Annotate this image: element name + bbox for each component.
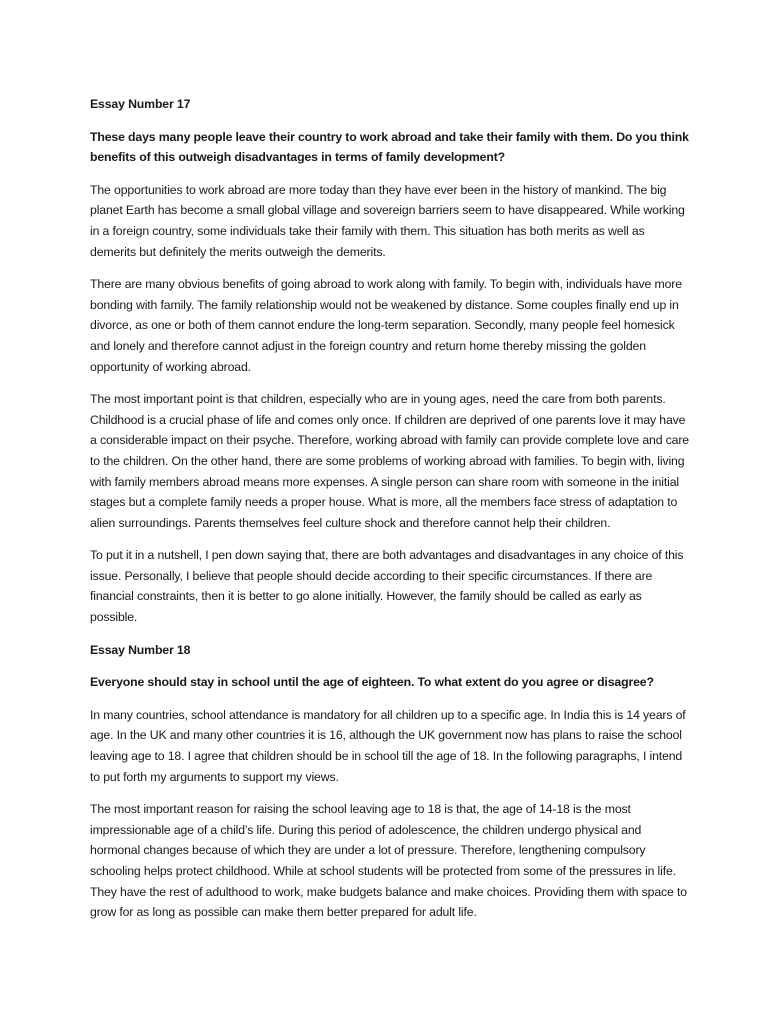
essay-heading: Essay Number 17 <box>90 97 191 111</box>
essay-prompt: Everyone should stay in school until the age of eighteen. To what extent do you agree or disagree? <box>90 675 654 690</box>
essay-paragraph: The most important reason for raising the school leaving age to 18 is that, the age of 14-18 is the most impressionable age of a child’s life. During this period of adolescence, the children undergo physical and hormonal changes because of which they are under a lot of pressure. Therefore, lengthening compulsory schooling helps protect childhood. While at school students will be protected from some of the pressures in life. They have the rest of adulthood to work, make budgets balance and make choices. Providing them with space to grow for as long as possible can make them better prepared for adult life. <box>90 802 687 920</box>
essay-paragraph: In many countries, school attendance is mandatory for all children up to a specific age. In India this is 14 years of age. In the UK and many other countries it is 16, although the UK government now has plans to raise the school leaving age to 18. I agree that children should be in school till the age of 18. In the following paragraphs, I intend to put forth my arguments to support my views. <box>90 707 686 784</box>
document-page <box>90 94 690 935</box>
essay-18 <box>90 640 690 923</box>
essay-paragraph: There are many obvious benefits of going abroad to work along with family. To begin with, individuals have more bonding with family. The family relationship would not be weakened by distance. Some couples finally end up in divorce, as one or both of them cannot endure the long-term separation. Secondly, many people feel homesick and lonely and therefore cannot adjust in the foreign country and return home thereby missing the golden opportunity of working abroad. <box>90 277 682 374</box>
essay-heading: Essay Number 18 <box>90 642 191 657</box>
essay-paragraph: The most important point is that children, especially who are in young ages, need the care from both parents. Childhood is a crucial phase of life and comes only once. If children are deprived of one parents love it may have a considerable impact on their psyche. Therefore, working abroad with family can provide complete love and care to the children. On the other hand, there are some problems of working abroad with families. To begin with, living with family members abroad means more expenses. A single person can share room with someone in the initial stages but a complete family needs a proper house. What is more, all the members face stress of adaptation to alien surroundings. Parents themselves feel culture shock and therefore cannot help their children. <box>90 392 689 530</box>
essay-prompt: These days many people leave their country to work abroad and take their family with them. Do you think benefits of this outweigh disadvantages in terms of family development? <box>90 129 689 165</box>
essay-paragraph: To put it in a nutshell, I pen down saying that, there are both advantages and disadvantages in any choice of this issue. Personally, I believe that people should decide according to their specific circumstances. If there are financial constraints, then it is better to go alone initially. However, the family should be called as early as possible. <box>90 548 684 625</box>
essay-paragraph: The opportunities to work abroad are more today than they have ever been in the history of mankind. The big planet Earth has become a small global village and sovereign barriers seem to have disappeared. While working in a foreign country, some individuals take their family with them. This situation has both merits as well as demerits but definitely the merits outweigh the demerits. <box>90 182 685 259</box>
essay-17 <box>90 94 690 628</box>
